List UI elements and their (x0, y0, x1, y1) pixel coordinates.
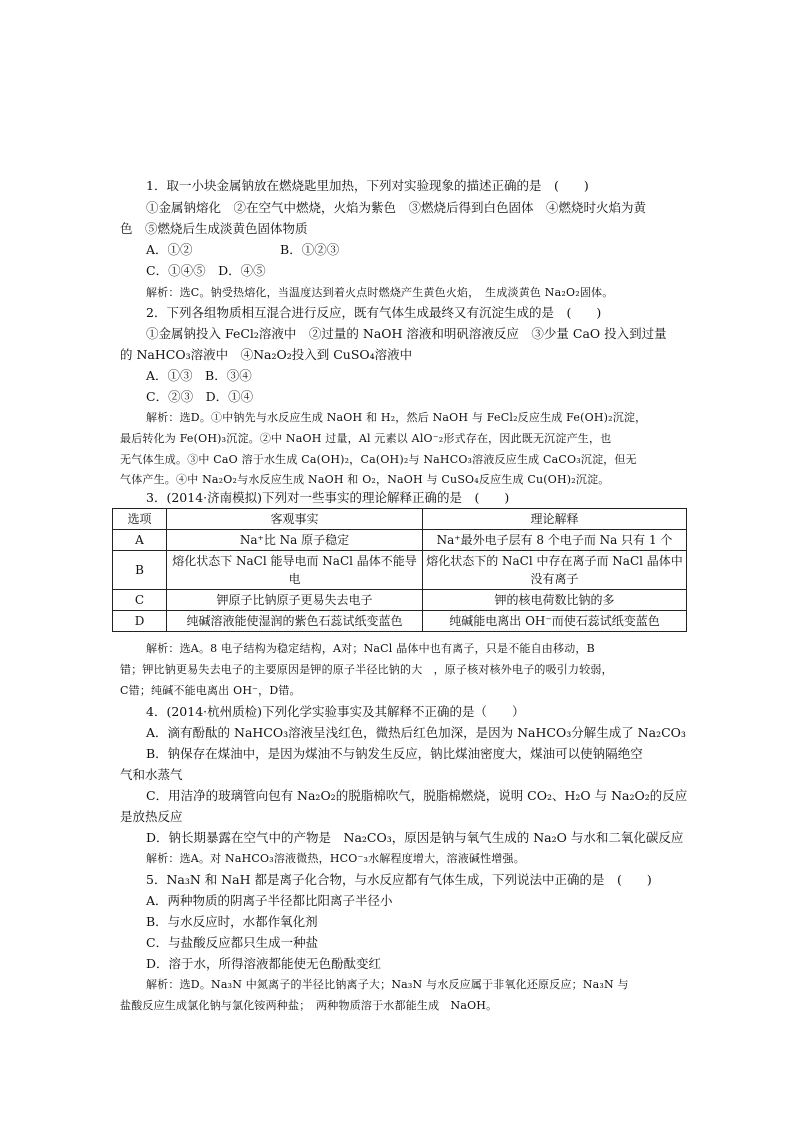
question-2-analysis-2: 最后转化为 Fe(OH)₃沉淀。②中 NaOH 过量，Al 元素以 AlO⁻₂形式存在，因此既无沉淀产生，也 (120, 432, 612, 445)
question-1-stem: 1．取一小块金属钠放在燃烧匙里加热，下列对实验现象的描述正确的是 ( ) (146, 178, 589, 193)
table-row (113, 530, 687, 551)
question-3-analysis-2: 错；钾比钠更易失去电子的主要原因是钾的原子半径比钠的大 ，原子核对核外电子的吸引力较弱， (120, 663, 613, 676)
question-4-option-b: B．钠保存在煤油中，是因为煤油不与钠发生反应，钠比煤油密度大，煤油可以使钠隔绝空 (146, 746, 643, 761)
question-5-analysis-1: 解析：选D。Na₃N 中氮离子的半径比钠离子大；Na₃N 与水反应属于非氧化还原反应；Na₃N 与 (146, 978, 629, 991)
table-header-row (113, 509, 687, 530)
question-1-analysis: 解析：选C。钠受热熔化，当温度达到着火点时燃烧产生黄色火焰， 生成淡黄色 Na₂O₂固体。 (146, 286, 614, 299)
question-3-analysis-1: 解析：选A。8 电子结构为稳定结构，A对；NaCl 晶体中也有离子，只是不能自由移动，B (146, 642, 595, 655)
question-4-option-b-cont: 气和水蒸气 (120, 767, 183, 782)
question-5-stem: 5．Na₃N 和 NaH 都是离子化合物，与水反应都有气体生成，下列说法中正确的是 ( ) (146, 872, 652, 887)
question-2-analysis-3: 无气体生成。③中 CaO 溶于水生成 Ca(OH)₂，Ca(OH)₂与 NaHCO₃溶液反应生成 CaCO₃沉淀，但无 (120, 453, 637, 466)
question-2-analysis-4: 气体产生。④中 Na₂O₂与水反应生成 NaOH 和 O₂，NaOH 与 CuSO₄反应生成 Cu(OH)₂沉淀。 (120, 473, 610, 486)
question-1-items: ①金属钠熔化 ②在空气中燃烧，火焰为紫色 ③燃烧后得到白色固体 ④燃烧时火焰为黄 (146, 200, 647, 215)
table-cell-theory: 熔化状态下的 NaCl 中存在离子而 NaCl 晶体中没有离子 (423, 551, 687, 590)
table-row (113, 551, 687, 590)
table-cell-option: C (113, 590, 167, 611)
table-cell-fact: Na⁺比 Na 原子稳定 (167, 530, 423, 551)
question-2-options-ab: A．①③ B．③④ (146, 368, 252, 383)
question-2-stem: 2．下列各组物质相互混合进行反应，既有气体生成最终又有沉淀生成的是 ( ) (146, 305, 602, 320)
table-header-theory: 理论解释 (423, 509, 687, 530)
question-1-options-ab: A．①② B．①②③ (146, 242, 340, 257)
table-row (113, 611, 687, 632)
table-cell-theory: 钾的核电荷数比钠的多 (423, 590, 687, 611)
question-5-option-b: B．与水反应时，水都作氧化剂 (146, 914, 318, 929)
table-cell-fact: 熔化状态下 NaCl 能导电而 NaCl 晶体不能导电 (167, 551, 423, 590)
question-5-option-a: A．两种物质的阴离子半径都比阳离子半径小 (146, 893, 393, 908)
question-4-option-c: C．用洁净的玻璃管向包有 Na₂O₂的脱脂棉吹气，脱脂棉燃烧，说明 CO₂、H₂O 与 Na₂O₂的反应 (146, 788, 688, 803)
table-cell-theory: Na⁺最外电子层有 8 个电子而 Na 只有 1 个 (423, 530, 687, 551)
question-2-options-cd: C．②③ D．①④ (146, 389, 254, 404)
table-row (113, 590, 687, 611)
table-header-fact: 客观事实 (167, 509, 423, 530)
question-3-stem: 3．(2014·济南模拟)下列对一些事实的理论解释正确的是 ( ) (146, 490, 510, 505)
question-3-analysis-3: C错；纯碱不能电离出 OH⁻，D错。 (120, 684, 301, 697)
table-cell-option: B (113, 551, 167, 590)
question-4-option-d: D．钠长期暴露在空气中的产物是 Na₂CO₃，原因是钠与氧气生成的 Na₂O 与水和二氧化碳反应 (146, 830, 684, 845)
table-cell-fact: 钾原子比钠原子更易失去电子 (167, 590, 423, 611)
table-cell-theory: 纯碱能电离出 OH⁻而使石蕊试纸变蓝色 (423, 611, 687, 632)
question-2-items-cont: 的 NaHCO₃溶液中 ④Na₂O₂投入到 CuSO₄溶液中 (120, 347, 413, 362)
question-4-analysis: 解析：选A。对 NaHCO₃溶液微热，HCO⁻₃水解程度增大，溶液碱性增强。 (146, 852, 525, 865)
question-1-items-cont: 色 ⑤燃烧后生成淡黄色固体物质 (120, 221, 308, 236)
question-5-analysis-2: 盐酸反应生成氯化钠与氯化铵两种盐； 两种物质溶于水都能生成 NaOH。 (120, 999, 498, 1012)
question-2-items: ①金属钠投入 FeCl₂溶液中 ②过量的 NaOH 溶液和明矾溶液反应 ③少量 CaO 投入到过量 (146, 326, 667, 341)
question-5-option-c: C．与盐酸反应都只生成一种盐 (146, 935, 319, 950)
question-5-option-d: D．溶于水，所得溶液都能使无色酚酞变红 (146, 956, 382, 971)
question-1-options-cd: C．①④⑤ D．④⑤ (146, 263, 266, 278)
fact-theory-table (112, 508, 687, 632)
question-4-option-c-cont: 是放热反应 (120, 809, 183, 824)
question-4-stem: 4．(2014·杭州质检)下列化学实验事实及其解释不正确的是（ ） (146, 704, 525, 719)
table-cell-option: A (113, 530, 167, 551)
table-cell-option: D (113, 611, 167, 632)
table-cell-fact: 纯碱溶液能使湿润的紫色石蕊试纸变蓝色 (167, 611, 423, 632)
question-4-option-a: A．滴有酚酞的 NaHCO₃溶液呈浅红色，微热后红色加深，是因为 NaHCO₃分解生成了 Na₂CO₃ (146, 725, 686, 740)
question-2-analysis-1: 解析：选D。①中钠先与水反应生成 NaOH 和 H₂，然后 NaOH 与 FeCl₂反应生成 Fe(OH)₂沉淀， (146, 411, 647, 424)
table-header-option: 选项 (113, 509, 167, 530)
